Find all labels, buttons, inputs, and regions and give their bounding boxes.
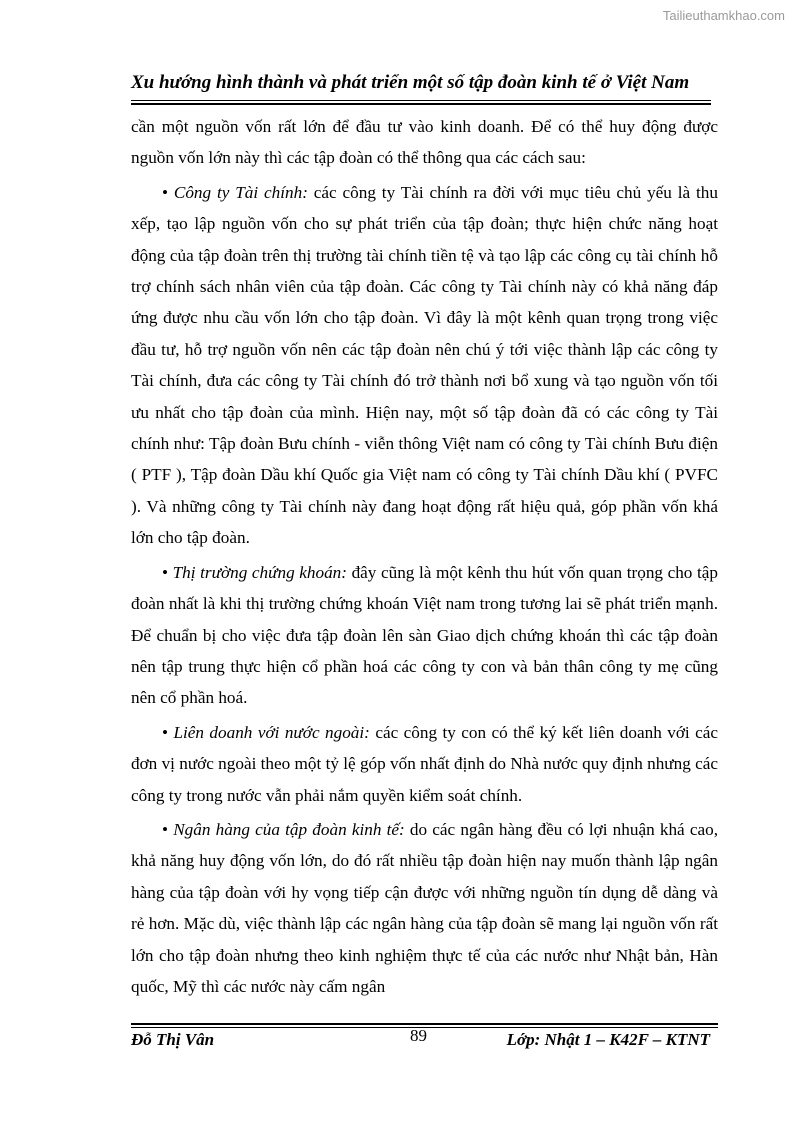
page-header-title: Xu hướng hình thành và phát triển một số tập đoàn kinh tế ở Việt Nam <box>131 72 690 93</box>
bullet-marker: • <box>162 562 173 582</box>
watermark: Tailieuthamkhao.com <box>662 8 785 23</box>
bullet-marker: • <box>162 819 174 839</box>
document-body <box>131 111 718 1002</box>
item-lead: Liên doanh với nước ngoài: <box>173 722 370 742</box>
item-text: các công ty con có thể ký kết liên doanh với các đơn vị nước ngoài theo một tỷ lệ góp vốn nhất định do Nhà nước quy định nhưng các công ty trong nước vẫn phải nắm quyền kiểm soát chính. <box>131 722 718 805</box>
footer-author: Đỗ Thị Vân <box>131 1030 215 1049</box>
list-item-joint-venture <box>131 717 718 811</box>
page-number: 89 <box>410 1026 427 1045</box>
item-lead: Ngân hàng của tập đoàn kinh tế: <box>173 819 405 839</box>
intro-paragraph: cần một nguồn vốn rất lớn để đầu tư vào kinh doanh. Để có thể huy động được nguồn vốn lớn này thì các tập đoàn có thể thông qua các cách sau: <box>131 117 718 168</box>
item-text: do các ngân hàng đều có lợi nhuận khá cao, khả năng huy động vốn lớn, do đó rất nhiều tập đoàn hiện nay muốn thành lập ngân hàng của tập đoàn với hy vọng tiếp cận được với những nguồn tín dụng dễ dàng và rẻ hơn. Mặc dù, việc thành lập các ngân hàng của tập đoàn sẽ mang lại nguồn vốn rất lớn cho tập đoàn nhưng theo kinh nghiệm thực tế của các nước như Nhật bản, Hàn quốc, Mỹ thì các nước này cấm ngân <box>131 819 718 996</box>
item-text: các công ty Tài chính ra đời với mục tiêu chủ yếu là thu xếp, tạo lập nguồn vốn cho sự phát triển của tập đoàn; thực hiện chức năng hoạt động của tập đoàn trên thị trường tài chính tiền tệ và tạo lập các công cụ tài chính hỗ trợ chính sách nhân viên của tập đoàn. Các công ty Tài chính này có khả năng đáp ứng được nhu cầu vốn lớn cho tập đoàn. Vì đây là một kênh quan trọng trong việc đầu tư, hỗ trợ nguồn vốn nên các tập đoàn nên chú ý tới việc thành lập các công ty Tài chính, đưa các công ty Tài chính đó trở thành nơi bổ xung và tạo nguồn vốn tối ưu nhất cho tập đoàn của mình. Hiện nay, một số tập đoàn đã có các công ty Tài chính như: Tập đoàn Bưu chính - viễn thông Việt nam có công ty Tài chính Bưu điện ( PTF ), Tập đoàn Dầu khí Quốc gia Việt nam có công ty Tài chính Dầu khí ( PVFC ). Và những công ty Tài chính này đang hoạt động rất hiệu quả, góp phần vốn khá lớn cho tập đoàn. <box>131 182 718 548</box>
list-item-finance-company <box>131 177 718 554</box>
bullet-marker: • <box>162 182 174 202</box>
header-divider <box>131 100 711 105</box>
list-item-stock-market <box>131 557 718 714</box>
footer-class-label: Lớp: Nhật 1 – K42F – KTNT <box>506 1030 710 1049</box>
list-item-group-bank <box>131 814 718 1002</box>
item-text: đây cũng là một kênh thu hút vốn quan trọng cho tập đoàn nhất là khi thị trường chứng khoán Việt nam trong tương lai sẽ phát triển mạnh. Để chuẩn bị cho việc đưa tập đoàn lên sàn Giao dịch chứng khoán thì các tập đoàn nên tập trung thực hiện cổ phần hoá các công ty con và bản thân công ty mẹ cũng nên cổ phần hoá. <box>131 562 718 708</box>
bullet-marker: • <box>162 722 174 742</box>
item-lead: Công ty Tài chính: <box>173 182 308 202</box>
item-lead: Thị trường chứng khoán: <box>172 562 347 582</box>
